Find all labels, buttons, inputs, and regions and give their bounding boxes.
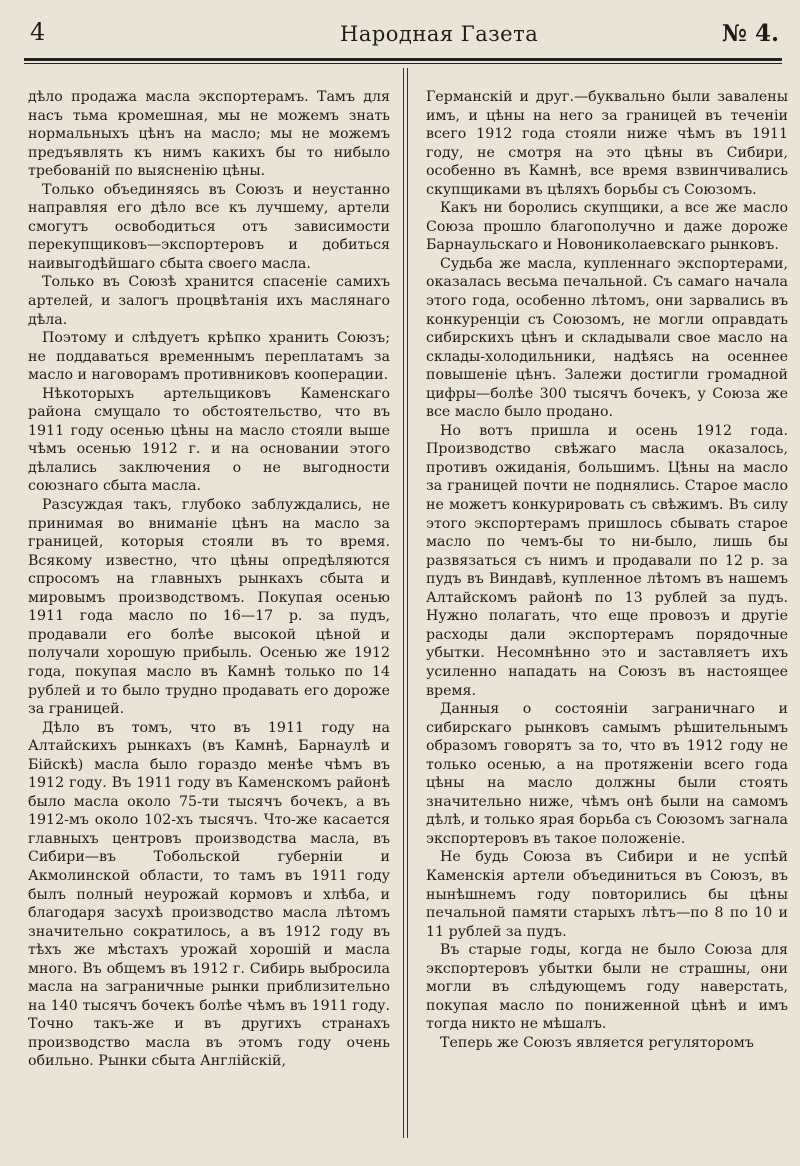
column-divider [403, 68, 408, 1138]
page-number: 4 [30, 18, 46, 46]
paragraph: Не будь Союза въ Сибири и не успѣй Каменскія артели объединиться въ Союзъ, въ нынѣшнемъ году повторились бы цѣны печальной памяти старыхъ лѣтъ—по 8 по 10 и 11 рублей за пудъ. [426, 849, 788, 940]
paragraph: Германскій и друг.—буквально были завалены имъ, и цѣны на него за границей въ теченіи всего 1912 года стояли ниже чѣмъ въ 1911 году, не смотря на это цѣны въ Сибири, особенно въ Камнѣ, все время взвинчивались скупщиками въ цѣляхъ борьбы съ Союзомъ. [426, 89, 788, 198]
paragraph: Дѣло въ томъ, что въ 1911 году на Алтайскихъ рынкахъ (въ Камнѣ, Барнаулѣ и Бійскѣ) масла было гораздо менѣе чѣмъ въ 1912 году. Въ 1911 году въ Каменскомъ районѣ было масла около 75-ти тысячъ бочекъ, а въ 1912-мъ около 102-хъ тысячъ. Что-же касается главныхъ центровъ производства масла, въ Сибири—въ Тобольской губерніи и Акмолинской области, то тамъ въ 1911 году былъ полный неурожай кормовъ и хлѣба, и благодаря засухѣ производство масла лѣтомъ значительно сократилось, а въ 1912 году въ тѣхъ же мѣстахъ урожай хорошій и масла много. Въ общемъ въ 1912 г. Сибирь выбросила масла на заграничные рынки приблизительно на 140 тысячъ бочекъ болѣе чѣмъ въ 1911 году. Точно такъ-же и въ другихъ странахъ производство масла въ этомъ году очень обильно. Рынки сбыта Англійскій, [28, 719, 390, 1070]
paragraph: Только въ Союзѣ хранится спасеніе самихъ артелей, и залогъ процвѣтанія ихъ маслянаго дѣла. [28, 274, 390, 328]
issue-number: № 4. [722, 20, 780, 47]
header-rule [24, 58, 782, 64]
paragraph: Нѣкоторыхъ артельщиковъ Каменскаго района смущало то обстоятельство, что въ 1911 году осенью цѣны на масло стояли выше чѣмъ осенью 1912 г. и на основании этого дѣлались заключения о не выгодности союзнаго сбыта масла. [28, 385, 390, 495]
paragraph: Но вотъ пришла и осень 1912 года. Производство свѣжаго масла оказалось, противъ ожиданія, большимъ. Цѣны на масло за границей почти не поднялись. Старое масло не можетъ конкурировать съ свѣжимъ. Въ силу этого экспортерамъ пришлось сбывать старое масло по чемъ-бы то ни-было, лишь бы развязаться съ нимъ и продавали по 12 р. за пудъ въ Виндавѣ, купленное лѣтомъ въ нашемъ Алтайскомъ районѣ по 13 рублей за пудъ. Нужно полагать, что еще провозъ и другіе расходы дали экспортерамъ порядочные убытки. Несомнѣнно это и заставляетъ ихъ усиленно нападать на Союзъ въ настоящее время. [426, 422, 788, 699]
paragraph: Судьба же масла, купленнаго экспортерами, оказалась весьма печальной. Съ самаго начала этого года, особенно лѣтомъ, они зарвались въ конкуренціи съ Союзомъ, не могли оправдать сибирскихъ цѣнъ и складывали свое масло на склады-холодильники, надѣясь на осеннее повышеніе цѣнъ. Залежи достигли громадной цифры—болѣе 300 тысячъ бочекъ, у Союза же все масло было продано. [426, 255, 788, 421]
paragraph: Теперь же Союзъ является регуляторомъ [440, 1034, 754, 1051]
paragraph: Въ старые годы, когда не было Союза для экспортеровъ убытки были не страшны, они могли въ слѣдующемъ году наверстать, покупая масло по пониженной цѣнѣ и имъ тогда никто не мѣшалъ. [426, 942, 788, 1033]
paragraph: дѣло продажа масла экспортерамъ. Тамъ для насъ тьма кромешная, мы не можемъ знать нормальныхъ цѣнъ на масло; мы не можемъ предъявлять къ нимъ какихъ бы то нибыло требованій по выясненію цѣны. [28, 89, 390, 180]
paragraph: Поэтому и слѣдуетъ крѣпко хранить Союзъ; не поддаваться временнымъ переплатамъ за масло и наговорамъ противниковъ кооперации. [28, 330, 390, 384]
right-column [426, 88, 788, 1052]
paragraph: Какъ ни боролись скупщики, а все же масло Союза прошло благополучно и даже дороже Барнаульскаго и Новониколаевскаго рынковъ. [426, 200, 788, 254]
paragraph: Только объединяясь въ Союзъ и неустанно направляя его дѣло все къ лучшему, артели смогутъ освободиться отъ зависимости перекупщиковъ—экспортеровъ и добиться наивыгодѣйшаго сбыта своего масла. [28, 181, 390, 272]
paragraph: Разсуждая такъ, глубоко заблуждались, не принимая во вниманіе цѣнъ на масло за границей, которыя стояли въ то время. Всякому известно, что цѣны опредѣляются спросомъ на главныхъ рынкахъ сбыта и мировымъ производствомъ. Покупая осенью 1911 года масло по 16—17 р. за пудъ, продавали его болѣе высокой цѣной и получали хорошую прибыль. Осенью же 1912 года, покупая масло въ Камнѣ только по 14 рублей и то было трудно продавать его дороже за границей. [28, 497, 390, 718]
page-header [0, 0, 800, 62]
paragraph: Данныя о состояніи заграничнаго и сибирскаго рынковъ самымъ рѣшительнымъ образомъ говорятъ за то, что въ 1912 году не только осенью, а на протяженіи всего года цѣны на масло должны были стоять значительно ниже, чѣмъ онѣ были на самомъ дѣлѣ, и только ярая борьба съ Союзомъ загнала экспортеровъ въ такое положеніе. [426, 701, 788, 847]
left-column [28, 88, 390, 1071]
newspaper-title: Народная Газета [340, 22, 539, 46]
